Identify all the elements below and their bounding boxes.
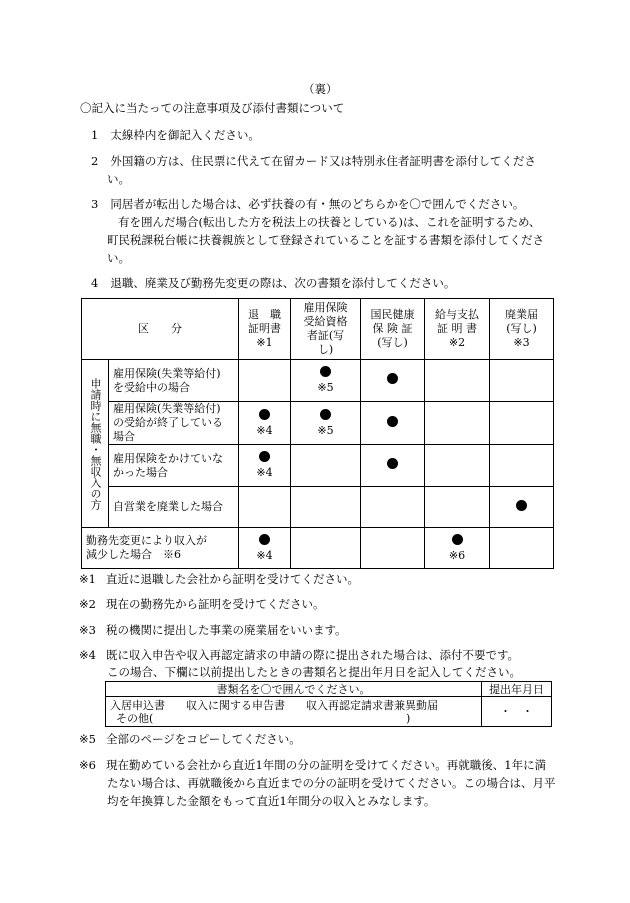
page-label: （裏） [303,82,338,96]
item-1: 1 太線枠内を御記入ください。 [91,128,260,142]
note-4-cont: この場合、下欄に以前提出したときの書類名と提出年月日を記入してください。 [107,665,521,679]
heading: 〇記入に当たっての注意事項及び添付書類について [80,101,345,115]
required-dot [320,366,331,377]
header-insurance-cert: 雇用保険 受給資格 者証(写 し) [291,299,361,360]
note-5: ※5 全部のページをコピーしてください。 [79,732,301,746]
group-label: 申請時に無職・無収入の方 [82,360,109,528]
required-dot [452,534,463,545]
required-dot [387,373,398,384]
previous-submission-table [105,681,552,727]
item-3-sub2: 町民税課税台帳に扶養親族として登録されていることを証する書類を添付してくださ [107,233,544,247]
header-kubun: 区 分 [82,299,239,360]
item-4: 4 退職、廃業及び勤務先変更の際は、次の書類を添付してください。 [91,276,456,290]
documents-table: 区 分 退 職 証明書 ※1 雇用保険 受給資格 者証(写 し) 国民健康 保 険 証 (写し) 給与支払 証 明 書 ※2 廃業届 (写し) ※3 申請時に無職・無収入の方 雇用保険(失業等給付) を受給中の場合 ※5 雇用保険(失業等給付) の受給が終了している 場合 ※4 ※5 雇用保険をかけていな かった場合 ※4 自営業を廃業した場合 勤務先変更により収入が 減少した場合 ※6 ※4 ※6 [81,298,554,569]
note-4: ※4 既に収入申告や収入再認定請求の申請の際に提出された場合は、添付不要です。 [79,648,520,662]
note-6: ※6 現在勤めている会社から直近1年間の分の証明を受けてください。再就職後、1年に満 [79,758,547,772]
required-dot [387,458,398,469]
note-6-cont2: 均を年換算した金額をもって直近1年間分の収入とみなします。 [107,794,436,808]
note-2: ※2 現在の勤務先から証明を受けてください。 [79,597,325,611]
header-salary-cert: 給与支払 証 明 書 ※2 [425,299,490,360]
required-dot [516,500,527,511]
required-dot [259,534,270,545]
header-health-insurance: 国民健康 保 険 証 (写し) [361,299,425,360]
note-3: ※3 税の機関に提出した事業の廃業届をいいます。 [79,623,347,637]
item-3-sub1: 有を囲んだ場合(転出した方を税法上の扶養としている)は、これを証明するため、 [118,215,541,229]
row-label: 雇用保険をかけていな かった場合 [109,445,239,487]
required-dot [387,416,398,427]
option-reassessment[interactable]: 収入再認定請求書兼異動届 [306,698,438,712]
row-label: 雇用保険(失業等給付) を受給中の場合 [109,360,239,402]
row-label: 自営業を廃業した場合 [109,487,239,528]
header-retirement-cert: 退 職 証明書 ※1 [239,299,291,360]
option-other[interactable]: その他( [116,711,154,725]
document-options[interactable]: 入居申込書 収入に関する申告書 収入再認定請求書兼異動届 その他( ) [106,697,482,727]
item-3-sub3: い。 [107,251,130,265]
sub-head-left: 書類名を〇で囲んでください。 [106,682,482,697]
item-3: 3 同居者が転出した場合は、必ず扶養の有・無のどちらかを〇で囲んでください。 [91,197,525,211]
option-application[interactable]: 入居申込書 [110,698,165,712]
row-label: 雇用保険(失業等給付) の受給が終了している 場合 [109,402,239,445]
required-dot [320,409,331,420]
submission-date-field[interactable]: ・ ・ [482,697,552,727]
sub-head-right: 提出年月日 [482,682,552,697]
required-dot [259,451,270,462]
item-2-cont: い。 [107,172,130,186]
note-1: ※1 直近に退職した会社から証明を受けてください。 [79,572,359,586]
required-dot [259,409,270,420]
note-6-cont1: たない場合は、再就職後から直近までの分の証明を受けてください。この場合は、月平 [107,776,556,790]
header-closure-notice: 廃業届 (写し) ※3 [490,299,554,360]
option-income-declaration[interactable]: 収入に関する申告書 [186,698,285,712]
item-2: 2 外国籍の方は、住民票に代えて在留カード又は特別永住者証明書を添付してくださ [91,154,536,168]
row-label: 勤務先変更により収入が 減少した場合 ※6 [82,528,239,569]
